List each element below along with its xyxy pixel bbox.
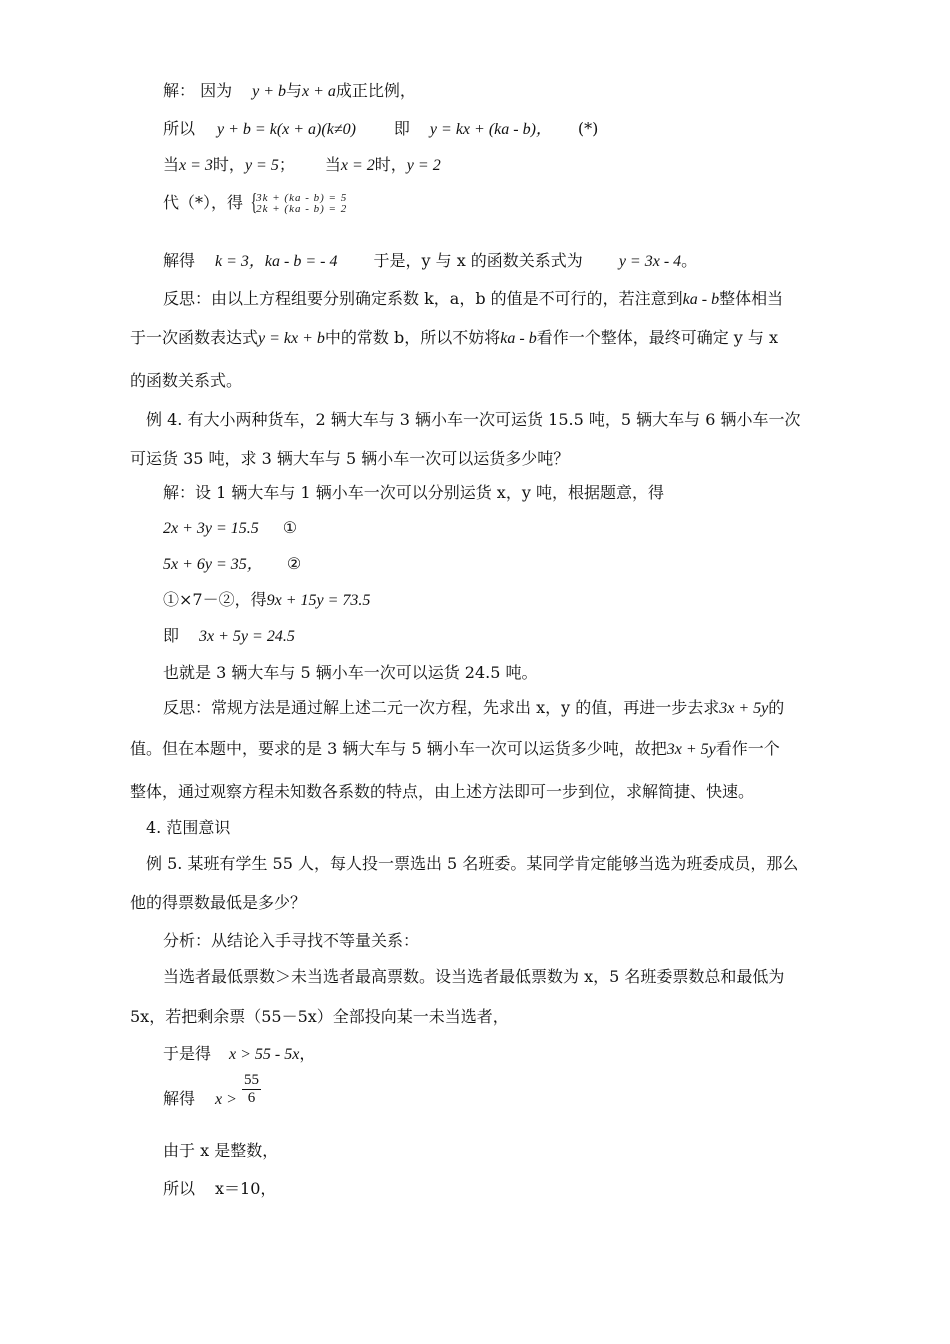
text: 代（*），得 <box>163 193 244 212</box>
section-title: 4. 范围意识 <box>146 818 231 837</box>
example-4-solution <box>163 482 664 504</box>
reflection-line-3 <box>130 370 242 392</box>
reflection-2-line-1 <box>163 697 784 720</box>
analysis-line <box>163 930 419 952</box>
fraction <box>242 1072 261 1107</box>
math-expression: x＝10， <box>215 1179 277 1198</box>
equation: 3k + (ka - b) = 5 <box>256 191 348 204</box>
solution-line-2 <box>163 118 598 141</box>
math-expression: x > <box>215 1091 237 1108</box>
math-expression: y = kx + (ka - b)， <box>429 121 552 138</box>
final-answer <box>163 1178 276 1200</box>
math-expression: x > 55 - 5x <box>229 1046 300 1063</box>
text: 5x，若把剩余票（55－5x）全部投向某一未当选者， <box>130 1007 509 1026</box>
text: 成正比例， <box>335 81 416 100</box>
text: 看作一个整体，最终可确定 y 与 x <box>536 328 779 347</box>
text: 例 5. 某班有学生 55 人，每人投一票选出 5 名班委。某同学肯定能够当选为班委成员，那么 <box>146 854 799 873</box>
math-expression: 9x + 15y = 73.5 <box>266 592 371 609</box>
text: 分析：从结论入手寻找不等量关系： <box>163 931 420 950</box>
fraction-denominator: 6 <box>247 1090 256 1106</box>
equation-system <box>248 189 348 216</box>
math-expression: 3x + 5y <box>719 700 769 717</box>
text: 解： 因为 <box>163 81 233 100</box>
solution-line-3 <box>163 154 441 177</box>
text: 所以 <box>163 119 196 138</box>
math-expression: y = 5 <box>244 157 279 174</box>
text: 他的得票数最低是多少？ <box>130 893 307 912</box>
math-expression: y + b = k(x + a)(k≠0) <box>217 121 356 138</box>
math-expression: 3x + 5y = 24.5 <box>199 628 295 645</box>
circled-number: ① <box>282 518 298 537</box>
text: ， <box>299 1044 316 1063</box>
equation-result <box>163 625 295 648</box>
text: 于是得 <box>163 1044 212 1063</box>
reflection-2-line-2 <box>130 738 780 761</box>
text: 当选者最低票数＞未当选者最高票数。设当选者最低票数为 x，5 名班委票数总和最低为 <box>163 967 785 986</box>
text: 当 <box>163 155 180 174</box>
analysis-line-3 <box>130 1006 509 1028</box>
math-expression: 3x + 5y <box>666 741 716 758</box>
math-expression: k = 3，ka - b = - 4 <box>215 253 338 270</box>
integer-note <box>163 1140 278 1162</box>
text: 的 <box>768 698 785 717</box>
text: 值。但在本题中，要求的是 3 辆大车与 5 辆小车一次可以运货多少吨，故把 <box>130 739 667 758</box>
text: 反思：常规方法是通过解上述二元一次方程，先求出 x，y 的值，再进一步去求 <box>163 698 720 717</box>
text: ①×7－②，得 <box>163 590 267 609</box>
reflection-2-line-3 <box>130 781 754 803</box>
conclusion-line <box>163 662 538 684</box>
reflection-line-2 <box>130 327 778 350</box>
inequality-line <box>163 1043 315 1066</box>
solution-line-4 <box>163 189 348 216</box>
math-expression: 2x + 3y = 15.5 <box>163 520 259 537</box>
text: 时， <box>212 155 245 174</box>
text: ； <box>278 155 295 174</box>
text: 解得 <box>163 251 196 270</box>
math-expression: y = kx + b <box>258 330 325 347</box>
text: 与 <box>286 81 303 100</box>
math-expression: y + b <box>252 83 286 100</box>
text: 反思：由以上方程组要分别确定系数 k，a，b 的值是不可行的，若注意到 <box>163 289 683 308</box>
text: 于是，y 与 x 的函数关系式为 <box>373 251 583 270</box>
equation-combination <box>163 589 370 612</box>
equation-2 <box>163 553 301 576</box>
text: 中的常数 b，所以不妨将 <box>324 328 501 347</box>
text: 例 4. 有大小两种货车，2 辆大车与 3 辆小车一次可运货 15.5 吨，5 辆大车与 6 辆小车一次 <box>146 410 801 429</box>
text: 整体，通过观察方程未知数各系数的特点，由上述方法即可一步到位，求解简捷、快速。 <box>130 782 755 801</box>
example-4-line-2 <box>130 448 569 470</box>
text: 看作一个 <box>715 739 780 758</box>
math-expression: x + a <box>302 83 336 100</box>
solution-line-5 <box>163 250 697 273</box>
text: 即 <box>393 119 410 138</box>
math-expression: y = 2 <box>406 157 441 174</box>
text: 。 <box>681 251 698 270</box>
text: (*) <box>577 119 599 138</box>
circled-number: ② <box>286 554 302 573</box>
fraction-numerator: 55 <box>244 1072 260 1088</box>
text: 即 <box>163 626 180 645</box>
math-expression: x = 2 <box>340 157 375 174</box>
solution-fraction-line <box>163 1072 261 1111</box>
example-5-line-1 <box>146 853 798 875</box>
math-expression: y = 3x - 4 <box>618 253 682 270</box>
equation-1 <box>163 517 297 540</box>
solution-line-1 <box>163 80 416 103</box>
example-5-line-2 <box>130 892 306 914</box>
math-expression: ka - b <box>500 330 537 347</box>
text: 的函数关系式。 <box>130 371 243 390</box>
math-expression: ka - b <box>682 291 720 308</box>
text: 解得 <box>163 1089 196 1108</box>
example-4-line-1 <box>146 409 800 431</box>
text: 解：设 1 辆大车与 1 辆小车一次可以分别运货 x，y 吨，根据题意，得 <box>163 483 664 502</box>
text: 当 <box>324 155 341 174</box>
reflection-line-1 <box>163 288 783 311</box>
equation: 2k + (ka - b) = 2 <box>256 202 348 215</box>
brace-icon: { <box>250 189 259 216</box>
text: 所以 <box>163 1179 196 1198</box>
section-heading <box>146 817 230 839</box>
text: 也就是 3 辆大车与 5 辆小车一次可以运货 24.5 吨。 <box>163 663 538 682</box>
analysis-line-2 <box>163 966 784 988</box>
text: 时， <box>374 155 407 174</box>
text: 整体相当 <box>719 289 784 308</box>
math-expression: x = 3 <box>179 157 213 174</box>
math-expression: 5x + 6y = 35， <box>163 556 263 573</box>
text: 可运货 35 吨，求 3 辆大车与 5 辆小车一次可以运货多少吨？ <box>130 449 570 468</box>
text: 由于 x 是整数， <box>163 1141 279 1160</box>
text: 于一次函数表达式 <box>130 328 259 347</box>
